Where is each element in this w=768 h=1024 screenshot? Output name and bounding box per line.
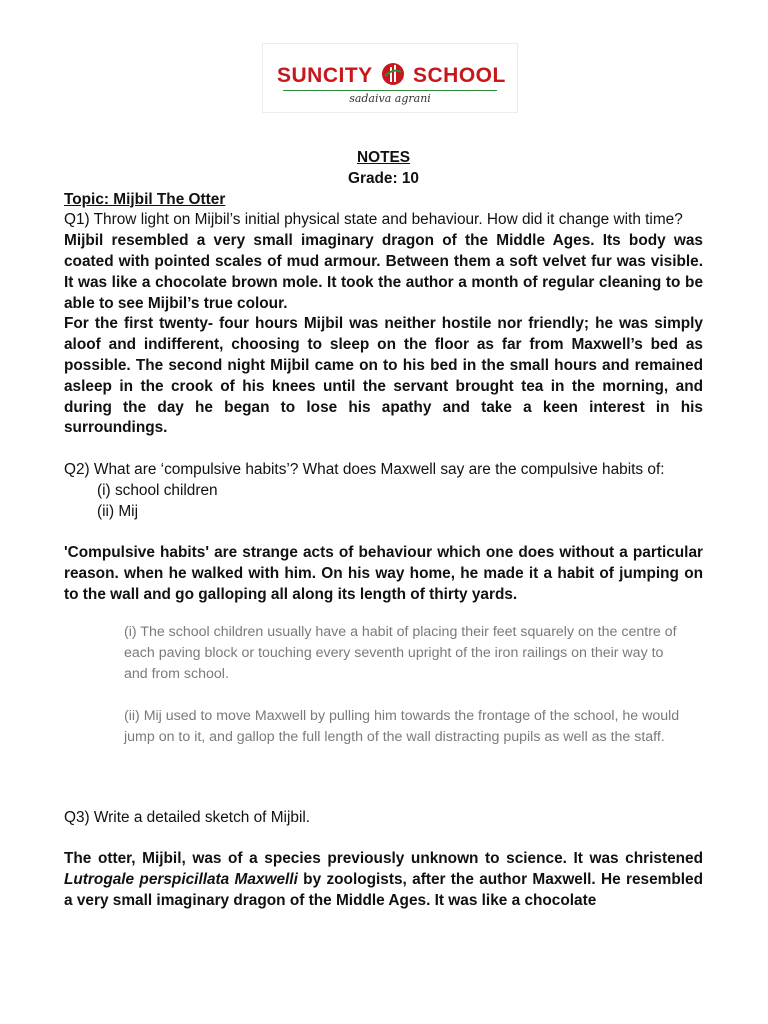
spacer	[64, 439, 703, 460]
page-title: NOTES	[356, 149, 411, 166]
spacer	[64, 748, 703, 808]
logo-wordmark	[277, 62, 506, 88]
q2-quote-i: (i) The school children usually have a habit of placing their feet squarely on the centre of each paving block or touching every seventh upright of the iron railings on their way to and from school.	[124, 623, 677, 682]
spacer	[64, 828, 703, 849]
q2-quoted-answers	[64, 622, 703, 748]
logo-brand-right: SCHOOL	[412, 64, 506, 87]
logo-emblem-icon	[381, 62, 405, 86]
logo-brand-left: SUNCITY	[277, 64, 373, 87]
topic-heading: Topic: Mijbil The Otter	[64, 190, 226, 208]
q2-sub-question-i: (i) school children	[97, 481, 218, 499]
q2-sub-question-ii: (ii) Mij	[97, 502, 139, 520]
document-body	[64, 148, 703, 912]
q1-answer-paragraph-1: Mijbil resembled a very small imaginary dragon of the Middle Ages. Its body was coated with pointed scales of mud armour. Between them a soft velvet fur was visible. It was like a chocolate brown mole. It took the author a month of regular cleaning to be able to see Mijbil’s true colour.	[64, 232, 703, 312]
q2-answer: 'Compulsive habits' are strange acts of behaviour which one does without a particular reason. when he walked with him. On his way home, he made it a habit of jumping on to the wall and go galloping all along its length of thirty yards.	[64, 544, 703, 603]
logo-tagline: sadaiva agrani	[349, 92, 431, 105]
q3-answer-start: The otter, Mijbil, was of a species previously unknown to science. It was christened	[64, 850, 703, 868]
q3-question: Q3) Write a detailed sketch of Mijbil.	[64, 808, 311, 826]
q1-question: Q1) Throw light on Mijbil’s initial physical state and behaviour. How did it change with time?	[64, 211, 683, 229]
q3-scientific-name: Lutrogale perspicillata Maxwelli	[64, 870, 298, 888]
logo-divider	[283, 90, 497, 91]
q1-answer-paragraph-2: For the first twenty- four hours Mijbil was neither hostile nor friendly; he was simply aloof and indifferent, choosing to sleep on the floor as far from Maxwell’s bed as possible. The second night Mijbil came on to his bed in the small hours and remained asleep in the crook of his knees until the servant brought tea in the morning, and during the day he began to lose his apathy and take a keen interest in his surroundings.	[64, 315, 703, 437]
q3-answer-end: by zoologists, after the author Maxwell. He resembled a very small imaginary dragon of the Middle Ages. It was like a chocolate	[64, 870, 703, 909]
q2-quote-ii: (ii) Mij used to move Maxwell by pulling him towards the frontage of the school, he would jump on to it, and gallop the full length of the wall distracting pupils as well as the staff.	[124, 707, 680, 745]
spacer	[64, 522, 703, 543]
q3-answer	[64, 849, 703, 911]
grade-label: Grade: 10	[347, 169, 419, 187]
spacer	[124, 685, 689, 706]
q2-question: Q2) What are ‘compulsive habits’? What does Maxwell say are the compulsive habits of:	[64, 460, 665, 478]
school-logo	[262, 43, 518, 113]
spacer	[64, 606, 703, 622]
